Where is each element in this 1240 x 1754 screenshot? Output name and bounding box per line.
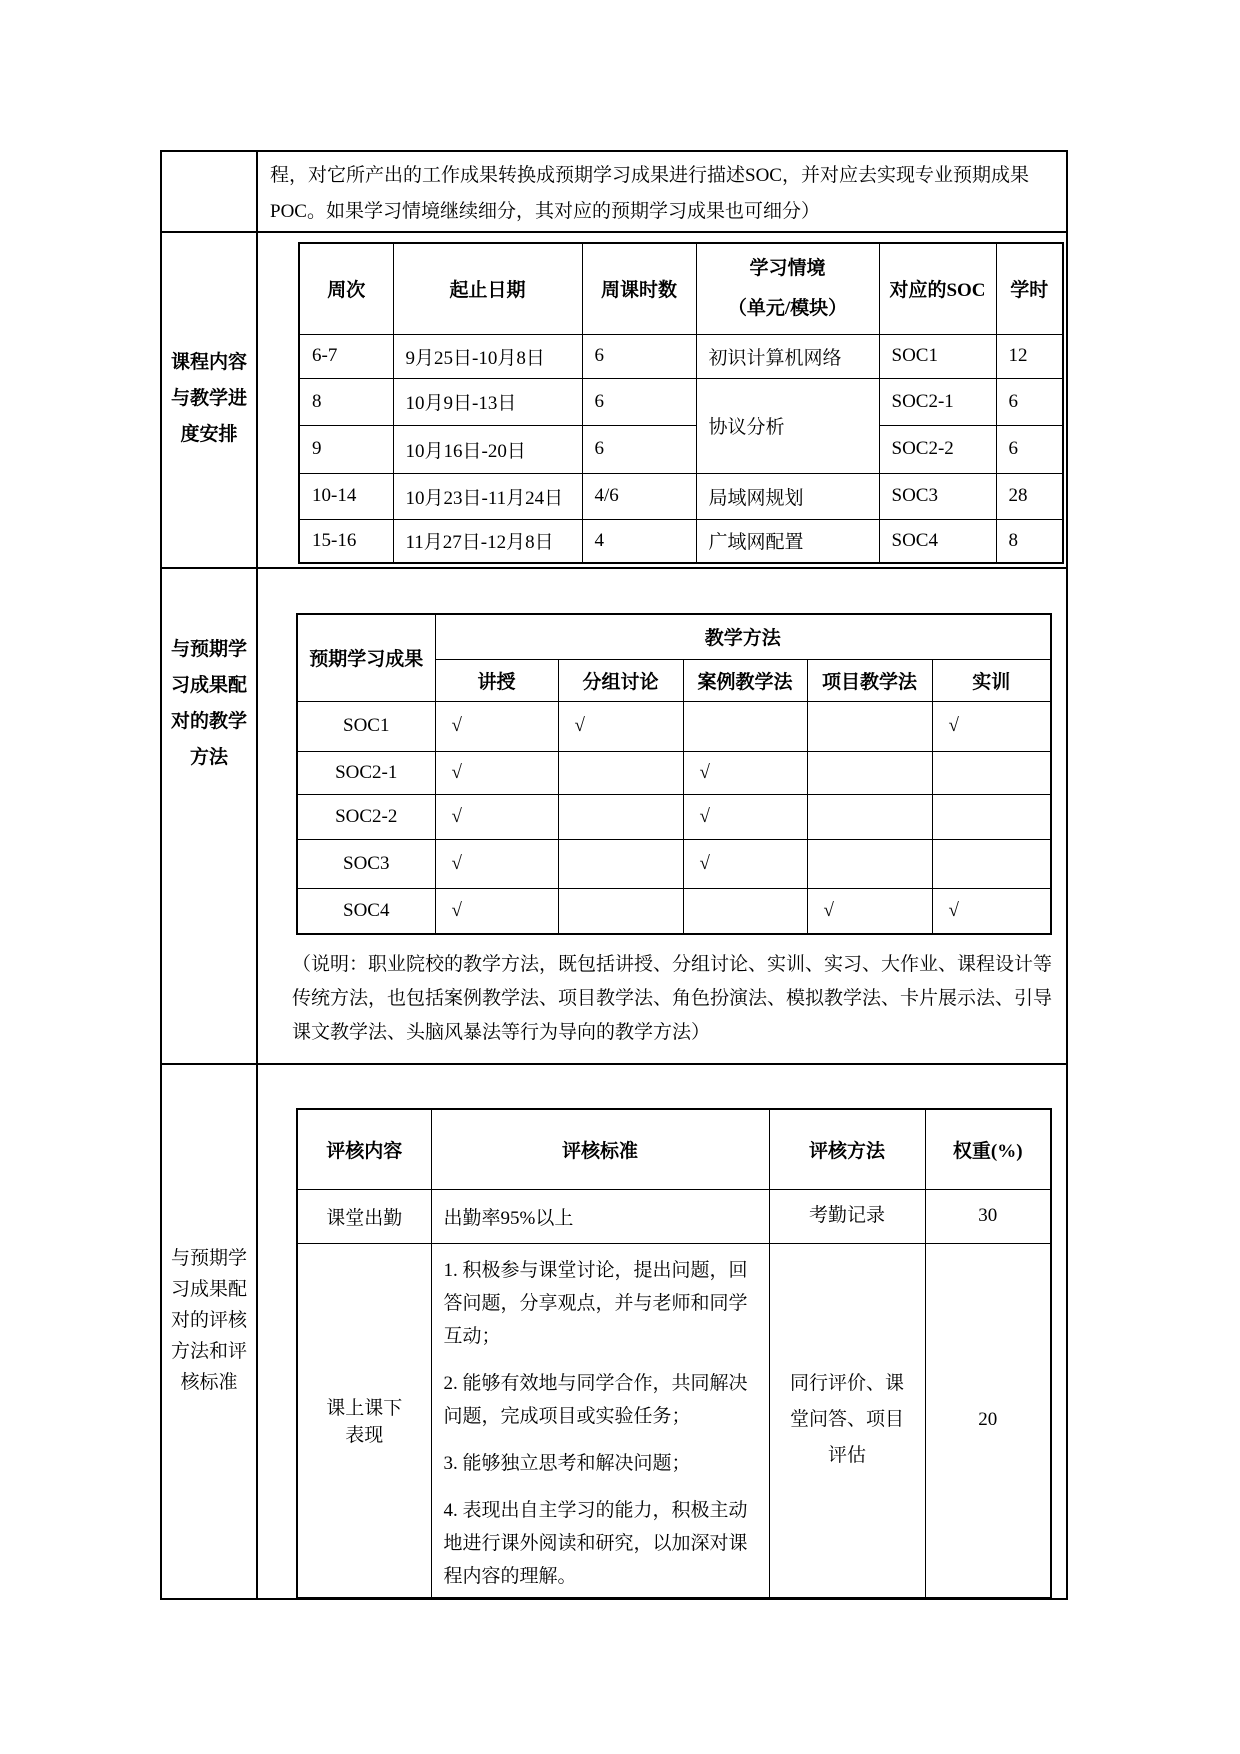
checkmark-cell: √ (558, 701, 683, 751)
checkmark-cell (558, 839, 683, 888)
cell-weekly-hours: 6 (582, 334, 696, 378)
checkmark-cell: √ (435, 701, 558, 751)
cell-outcome: SOC4 (297, 888, 435, 934)
header-assess-content: 评核内容 (297, 1109, 431, 1189)
checkmark-cell (558, 888, 683, 934)
cell-context: 初识计算机网络 (696, 334, 879, 378)
cell-weekly-hours: 6 (582, 378, 696, 425)
checkmark-cell (932, 751, 1051, 794)
row-divider-2 (160, 567, 1068, 569)
cell-outcome: SOC2-1 (297, 751, 435, 794)
header-week: 周次 (299, 243, 393, 334)
header-assess-weight: 权重(%) (925, 1109, 1051, 1189)
header-assess-method: 评核方法 (769, 1109, 925, 1189)
cell-week: 8 (299, 378, 393, 425)
cell-weekly-hours: 4 (582, 519, 696, 563)
cell-week: 10-14 (299, 473, 393, 519)
cell-outcome: SOC1 (297, 701, 435, 751)
assessment-table (296, 1108, 1052, 1599)
header-method-case: 案例教学法 (683, 659, 807, 701)
header-soc: 对应的SOC (879, 243, 996, 334)
cell-hours: 8 (996, 519, 1063, 563)
methods-table (296, 613, 1052, 935)
checkmark-cell: √ (683, 839, 807, 888)
section-label-schedule: 课程内容与教学进度安排 (171, 352, 248, 445)
schedule-row (299, 378, 1063, 425)
schedule-row (299, 519, 1063, 563)
methods-note-line-1: （说明：职业院校的教学方法，既包括讲授、分组讨论、实训、实习、大作业、课程设计等 (292, 954, 1053, 975)
checkmark-cell (807, 751, 932, 794)
checkmark-cell: √ (932, 888, 1051, 934)
checkmark-cell (683, 701, 807, 751)
cell-assess-method: 同行评价、课堂问答、项目评估 (769, 1243, 925, 1598)
methods-row (297, 839, 1051, 888)
methods-note (292, 948, 1062, 1050)
cell-soc: SOC4 (879, 519, 996, 563)
checkmark-cell (807, 701, 932, 751)
cell-assess-weight: 30 (925, 1189, 1051, 1243)
checkmark-cell: √ (932, 701, 1051, 751)
methods-row (297, 701, 1051, 751)
cell-assess-content: 课堂出勤 (297, 1189, 431, 1243)
cell-weekly-hours: 6 (582, 425, 696, 473)
cell-hours: 6 (996, 378, 1063, 425)
cell-week: 6-7 (299, 334, 393, 378)
methods-header-row-1 (297, 614, 1051, 659)
methods-row (297, 888, 1051, 934)
checkmark-cell (558, 794, 683, 839)
cell-soc: SOC2-2 (879, 425, 996, 473)
checkmark-cell: √ (435, 751, 558, 794)
cell-hours: 6 (996, 425, 1063, 473)
cell-context-merged: 协议分析 (696, 378, 879, 473)
header-weekly-hours: 周课时数 (582, 243, 696, 334)
assessment-header-row (297, 1109, 1051, 1189)
cell-outcome: SOC3 (297, 839, 435, 888)
header-hours: 学时 (996, 243, 1063, 334)
cell-context: 局域网规划 (696, 473, 879, 519)
header-learning-context-line1: 学习情境 (749, 257, 826, 279)
checkmark-cell (807, 794, 932, 839)
schedule-row (299, 334, 1063, 378)
checkmark-cell: √ (807, 888, 932, 934)
cell-dates: 10月16日-20日 (393, 425, 582, 473)
cell-assess-weight: 20 (925, 1243, 1051, 1598)
criteria-item-2: 2. 能够有效地与同学合作，共同解决问题，完成项目或实验任务； (443, 1372, 748, 1427)
section-label-methods: 与预期学习成果配对的教学方法 (171, 639, 248, 768)
header-assess-criteria: 评核标准 (431, 1109, 769, 1189)
intro-text (270, 158, 1060, 230)
cell-dates: 10月9日-13日 (393, 378, 582, 425)
row-divider-3 (160, 1063, 1068, 1065)
header-dates: 起止日期 (393, 243, 582, 334)
checkmark-cell (932, 794, 1051, 839)
cell-week: 15-16 (299, 519, 393, 563)
checkmark-cell: √ (435, 839, 558, 888)
criteria-item-1: 1. 积极参与课堂讨论，提出问题，回答问题，分享观点，并与老师和同学互动； (443, 1259, 748, 1347)
cell-soc: SOC2-1 (879, 378, 996, 425)
section-label-assessment: 与预期学习成果配对的评核方法和评核标准 (171, 1248, 248, 1393)
cell-hours: 28 (996, 473, 1063, 519)
intro-line-1: 程，对它所产出的工作成果转换成预期学习成果进行描述SOC，并对应去实现专业预期成果 (270, 165, 1029, 186)
cell-assess-method: 考勤记录 (769, 1189, 925, 1243)
checkmark-cell: √ (435, 888, 558, 934)
criteria-item-3: 3. 能够独立思考和解决问题； (443, 1452, 691, 1474)
cell-weekly-hours: 4/6 (582, 473, 696, 519)
checkmark-cell (683, 888, 807, 934)
cell-dates: 11月27日-12月8日 (393, 519, 582, 563)
header-learning-context-line2: （单元/模块） (727, 297, 848, 319)
checkmark-cell (932, 839, 1051, 888)
cell-assess-content: 课上课下表现 (297, 1243, 431, 1598)
cell-soc: SOC3 (879, 473, 996, 519)
schedule-row (299, 425, 1063, 473)
header-methods-group: 教学方法 (435, 614, 1051, 659)
methods-note-line-2: 传统方法，也包括案例教学法、项目教学法、角色扮演法、模拟教学法、卡片展示法、引导 (292, 988, 1053, 1009)
cell-assess-criteria (431, 1243, 769, 1598)
row-divider-1 (160, 231, 1068, 233)
schedule-header-row (299, 243, 1063, 334)
cell-assess-criteria: 出勤率95%以上 (431, 1189, 769, 1243)
header-method-practice: 实训 (932, 659, 1051, 701)
checkmark-cell (558, 751, 683, 794)
checkmark-cell: √ (435, 794, 558, 839)
intro-line-2: POC。如果学习情境继续细分，其对应的预期学习成果也可细分） (270, 201, 820, 222)
checkmark-cell: √ (683, 794, 807, 839)
header-method-lecture: 讲授 (435, 659, 558, 701)
cell-dates: 9月25日-10月8日 (393, 334, 582, 378)
checkmark-cell (807, 839, 932, 888)
assessment-row (297, 1189, 1051, 1243)
methods-note-line-3: 课文教学法、头脑风暴法等行为导向的教学方法） (292, 1022, 711, 1043)
assessment-row (297, 1243, 1051, 1598)
cell-soc: SOC1 (879, 334, 996, 378)
header-learning-context (696, 243, 879, 334)
criteria-item-4: 4. 表现出自主学习的能力，积极主动地进行课外阅读和研究，以加深对课程内容的理解。 (443, 1499, 748, 1587)
cell-outcome: SOC2-2 (297, 794, 435, 839)
cell-hours: 12 (996, 334, 1063, 378)
cell-dates: 10月23日-11月24日 (393, 473, 582, 519)
schedule-table (298, 242, 1064, 564)
cell-context: 广域网配置 (696, 519, 879, 563)
header-method-project: 项目教学法 (807, 659, 932, 701)
methods-row (297, 751, 1051, 794)
header-method-group-discussion: 分组讨论 (558, 659, 683, 701)
methods-row (297, 794, 1051, 839)
checkmark-cell: √ (683, 751, 807, 794)
schedule-row (299, 473, 1063, 519)
header-outcome: 预期学习成果 (297, 614, 435, 701)
cell-week: 9 (299, 425, 393, 473)
